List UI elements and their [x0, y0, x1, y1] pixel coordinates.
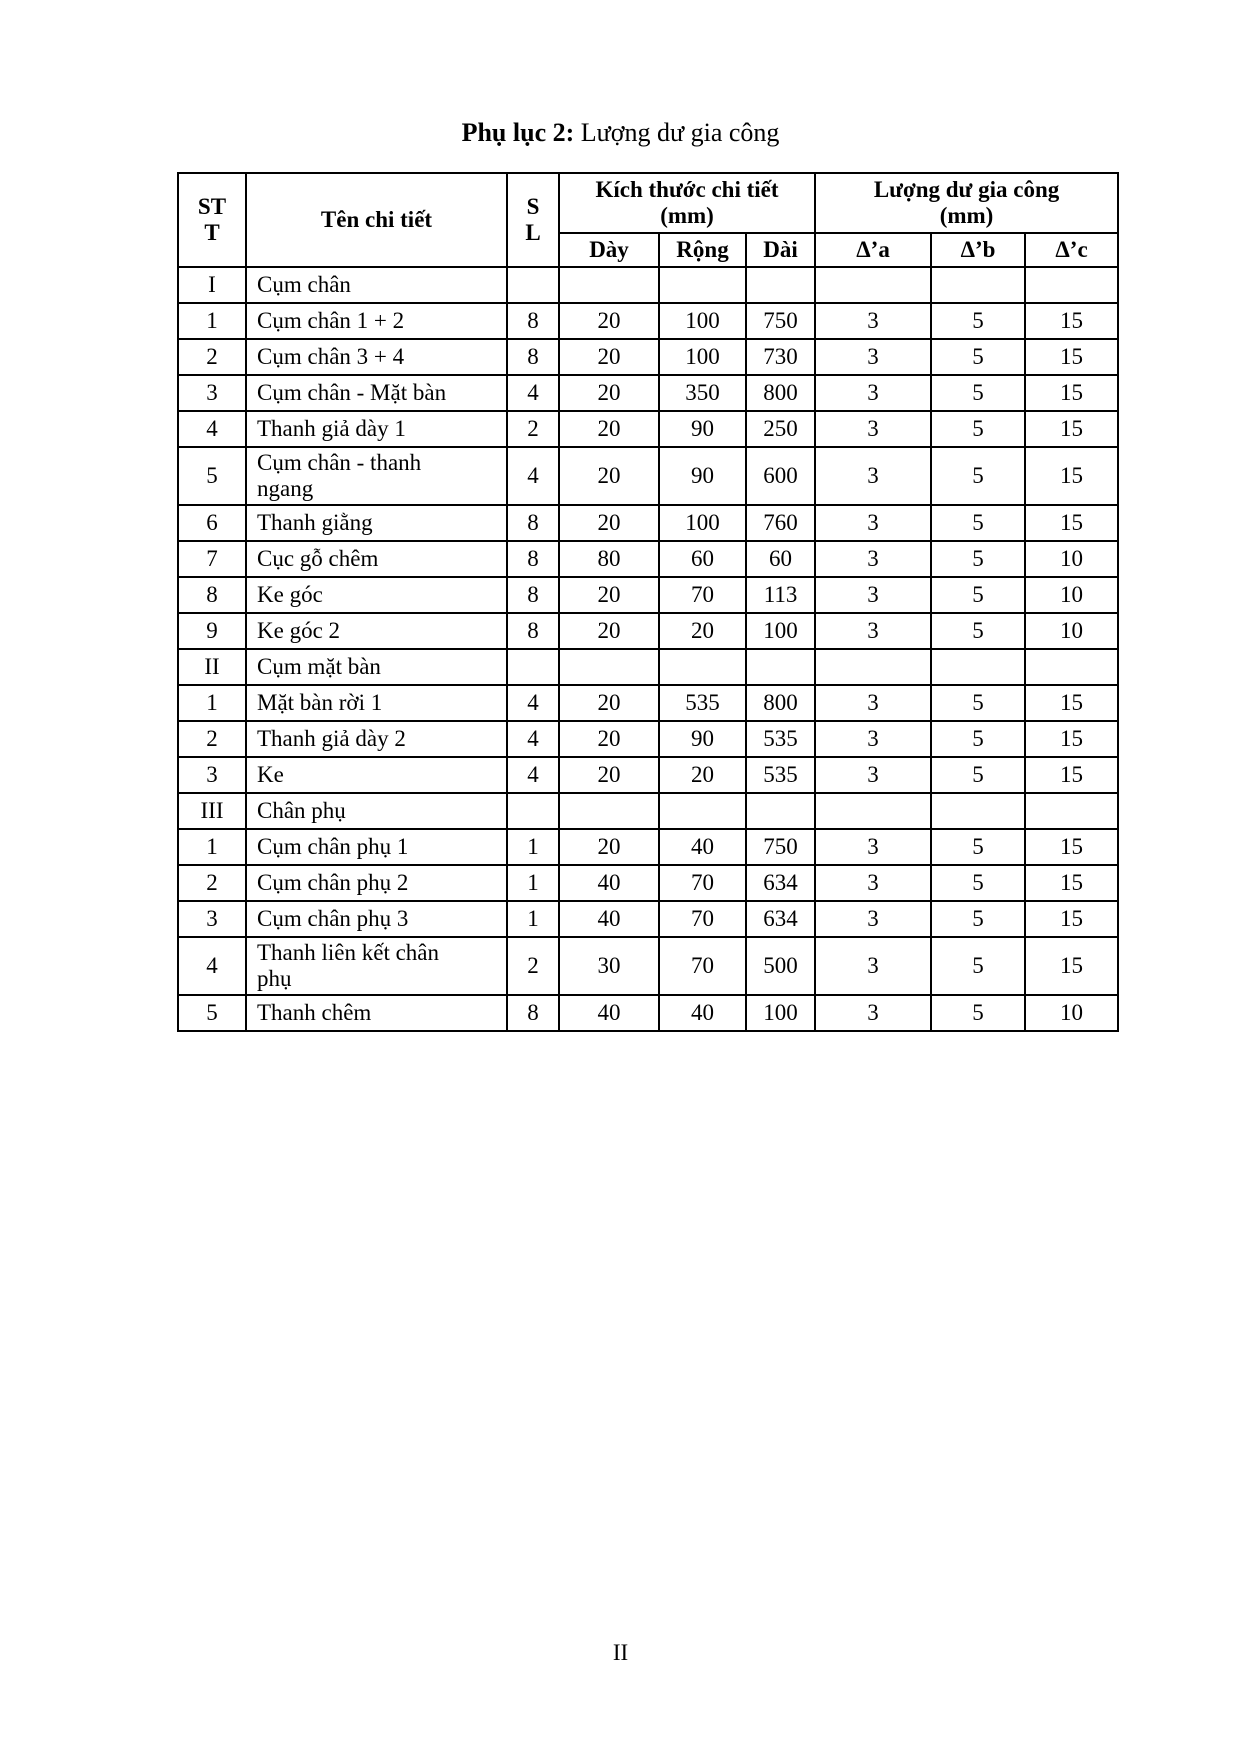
cell-db: 5 [931, 505, 1025, 541]
cell-rong: 60 [659, 541, 746, 577]
cell-sl: 8 [507, 541, 559, 577]
cell-da: 3 [815, 757, 931, 793]
cell-da: 3 [815, 339, 931, 375]
cell-stt: 4 [178, 937, 246, 995]
cell-name: Thanh giả dày 2 [246, 721, 507, 757]
cell-db: 5 [931, 541, 1025, 577]
cell-db: 5 [931, 829, 1025, 865]
header-name: Tên chi tiết [246, 173, 507, 267]
cell-name: Cục gỗ chêm [246, 541, 507, 577]
cell-rong: 40 [659, 829, 746, 865]
cell-day: 40 [559, 901, 659, 937]
cell-name: Thanh liên kết chân phụ [246, 937, 507, 995]
cell-db: 5 [931, 375, 1025, 411]
cell-stt: III [178, 793, 246, 829]
table-row [178, 303, 1118, 339]
cell-sl: 8 [507, 505, 559, 541]
cell-dc [1025, 793, 1118, 829]
cell-day: 30 [559, 937, 659, 995]
cell-rong: 100 [659, 505, 746, 541]
cell-db [931, 267, 1025, 303]
cell-da: 3 [815, 937, 931, 995]
title-text: Lượng dư gia công [574, 118, 780, 147]
table-row [178, 685, 1118, 721]
table-row [178, 267, 1118, 303]
cell-dai [746, 793, 815, 829]
cell-stt: 1 [178, 685, 246, 721]
table-row [178, 829, 1118, 865]
cell-name: Chân phụ [246, 793, 507, 829]
cell-stt: 3 [178, 375, 246, 411]
cell-db: 5 [931, 613, 1025, 649]
cell-sl: 8 [507, 577, 559, 613]
cell-dai: 113 [746, 577, 815, 613]
cell-db [931, 649, 1025, 685]
cell-stt: 5 [178, 995, 246, 1031]
cell-dai: 60 [746, 541, 815, 577]
cell-stt: 1 [178, 303, 246, 339]
cell-da: 3 [815, 721, 931, 757]
cell-rong: 100 [659, 303, 746, 339]
cell-name: Cụm chân 1 + 2 [246, 303, 507, 339]
cell-stt: 2 [178, 865, 246, 901]
cell-name: Cụm chân 3 + 4 [246, 339, 507, 375]
cell-dai: 730 [746, 339, 815, 375]
page-number: II [612, 1640, 629, 1665]
cell-day: 20 [559, 721, 659, 757]
cell-name: Thanh giả dày 1 [246, 411, 507, 447]
table-row [178, 793, 1118, 829]
table-row [178, 721, 1118, 757]
cell-day: 20 [559, 411, 659, 447]
cell-name: Cụm chân [246, 267, 507, 303]
cell-dai: 634 [746, 901, 815, 937]
cell-day: 40 [559, 995, 659, 1031]
cell-day [559, 267, 659, 303]
cell-rong: 70 [659, 577, 746, 613]
cell-dai [746, 267, 815, 303]
cell-sl: 8 [507, 339, 559, 375]
cell-stt: 7 [178, 541, 246, 577]
cell-sl: 8 [507, 613, 559, 649]
cell-stt: I [178, 267, 246, 303]
cell-day: 20 [559, 613, 659, 649]
cell-name: Ke góc 2 [246, 613, 507, 649]
cell-stt: 5 [178, 447, 246, 505]
header-dai: Dài [746, 233, 815, 267]
header-rong: Rộng [659, 233, 746, 267]
cell-name: Ke góc [246, 577, 507, 613]
cell-dai: 100 [746, 613, 815, 649]
cell-stt: 8 [178, 577, 246, 613]
cell-sl [507, 267, 559, 303]
header-stt: ST T [178, 173, 246, 267]
cell-dc: 10 [1025, 541, 1118, 577]
cell-db: 5 [931, 339, 1025, 375]
cell-da: 3 [815, 829, 931, 865]
cell-da: 3 [815, 375, 931, 411]
cell-sl: 4 [507, 685, 559, 721]
cell-da: 3 [815, 685, 931, 721]
cell-da: 3 [815, 865, 931, 901]
cell-dc: 15 [1025, 757, 1118, 793]
cell-day: 20 [559, 447, 659, 505]
cell-sl: 1 [507, 901, 559, 937]
header-delta-b: Δ’b [931, 233, 1025, 267]
table-row [178, 937, 1118, 995]
table-row [178, 505, 1118, 541]
cell-stt: 6 [178, 505, 246, 541]
cell-rong: 70 [659, 865, 746, 901]
cell-stt: 3 [178, 901, 246, 937]
cell-day: 20 [559, 685, 659, 721]
cell-rong: 70 [659, 937, 746, 995]
cell-da: 3 [815, 411, 931, 447]
cell-name: Ke [246, 757, 507, 793]
cell-stt: 9 [178, 613, 246, 649]
table-row [178, 375, 1118, 411]
table-row [178, 541, 1118, 577]
cell-dc [1025, 649, 1118, 685]
header-day: Dày [559, 233, 659, 267]
cell-dc: 15 [1025, 411, 1118, 447]
cell-sl: 2 [507, 411, 559, 447]
cell-dai [746, 649, 815, 685]
cell-stt: 1 [178, 829, 246, 865]
cell-dc: 15 [1025, 685, 1118, 721]
table-row [178, 757, 1118, 793]
header-delta-a: Δ’a [815, 233, 931, 267]
cell-dai: 634 [746, 865, 815, 901]
cell-name: Thanh giằng [246, 505, 507, 541]
cell-da: 3 [815, 505, 931, 541]
cell-dc: 15 [1025, 375, 1118, 411]
cell-sl: 4 [507, 447, 559, 505]
cell-dc: 15 [1025, 865, 1118, 901]
cell-name: Cụm chân phụ 1 [246, 829, 507, 865]
header-dimensions-group: Kích thước chi tiết (mm) [559, 173, 815, 233]
cell-sl [507, 793, 559, 829]
cell-dc: 15 [1025, 721, 1118, 757]
cell-day [559, 649, 659, 685]
cell-day: 20 [559, 829, 659, 865]
cell-rong: 70 [659, 901, 746, 937]
cell-dai: 250 [746, 411, 815, 447]
cell-dai: 750 [746, 303, 815, 339]
cell-dc: 10 [1025, 995, 1118, 1031]
cell-dai: 600 [746, 447, 815, 505]
cell-dai: 760 [746, 505, 815, 541]
cell-sl: 1 [507, 829, 559, 865]
cell-name: Mặt bàn rời 1 [246, 685, 507, 721]
allowance-table [177, 172, 1119, 1032]
cell-stt: 2 [178, 339, 246, 375]
cell-day: 20 [559, 757, 659, 793]
cell-rong: 350 [659, 375, 746, 411]
cell-dai: 800 [746, 685, 815, 721]
cell-dc: 15 [1025, 303, 1118, 339]
table-row [178, 339, 1118, 375]
cell-db: 5 [931, 685, 1025, 721]
cell-name: Cụm chân - Mặt bàn [246, 375, 507, 411]
cell-da [815, 267, 931, 303]
cell-dc: 15 [1025, 447, 1118, 505]
cell-sl [507, 649, 559, 685]
cell-da: 3 [815, 447, 931, 505]
cell-dc: 15 [1025, 901, 1118, 937]
cell-da: 3 [815, 303, 931, 339]
cell-dai: 500 [746, 937, 815, 995]
cell-db: 5 [931, 303, 1025, 339]
table-row [178, 613, 1118, 649]
cell-sl: 4 [507, 721, 559, 757]
cell-dai: 100 [746, 995, 815, 1031]
table-row [178, 995, 1118, 1031]
cell-rong: 40 [659, 995, 746, 1031]
cell-da: 3 [815, 541, 931, 577]
cell-da: 3 [815, 613, 931, 649]
cell-rong [659, 267, 746, 303]
table-row [178, 411, 1118, 447]
cell-db: 5 [931, 865, 1025, 901]
cell-dc: 15 [1025, 937, 1118, 995]
cell-stt: 4 [178, 411, 246, 447]
cell-day: 20 [559, 505, 659, 541]
title-label: Phụ lục 2: [461, 118, 575, 147]
cell-name: Thanh chêm [246, 995, 507, 1031]
cell-dc: 15 [1025, 505, 1118, 541]
table-row [178, 649, 1118, 685]
cell-name: Cụm chân - thanh ngang [246, 447, 507, 505]
table-body [178, 267, 1118, 1031]
cell-rong [659, 793, 746, 829]
cell-dc: 10 [1025, 577, 1118, 613]
cell-db: 5 [931, 901, 1025, 937]
cell-rong: 535 [659, 685, 746, 721]
cell-dai: 535 [746, 721, 815, 757]
cell-name: Cụm mặt bàn [246, 649, 507, 685]
cell-dai: 800 [746, 375, 815, 411]
table-row [178, 901, 1118, 937]
cell-sl: 8 [507, 303, 559, 339]
cell-sl: 1 [507, 865, 559, 901]
cell-rong: 90 [659, 411, 746, 447]
cell-dai: 535 [746, 757, 815, 793]
cell-da [815, 649, 931, 685]
cell-sl: 2 [507, 937, 559, 995]
cell-db: 5 [931, 757, 1025, 793]
cell-stt: 2 [178, 721, 246, 757]
cell-rong: 20 [659, 613, 746, 649]
cell-db: 5 [931, 577, 1025, 613]
cell-stt: II [178, 649, 246, 685]
cell-rong: 90 [659, 447, 746, 505]
cell-sl: 4 [507, 757, 559, 793]
header-sl: S L [507, 173, 559, 267]
header-allowance-group: Lượng dư gia công (mm) [815, 173, 1118, 233]
cell-name: Cụm chân phụ 2 [246, 865, 507, 901]
cell-rong: 20 [659, 757, 746, 793]
cell-dc: 15 [1025, 829, 1118, 865]
cell-day [559, 793, 659, 829]
cell-rong: 90 [659, 721, 746, 757]
cell-rong: 100 [659, 339, 746, 375]
cell-dc: 10 [1025, 613, 1118, 649]
cell-db: 5 [931, 721, 1025, 757]
header-delta-c: Δ’c [1025, 233, 1118, 267]
cell-da: 3 [815, 577, 931, 613]
cell-db: 5 [931, 995, 1025, 1031]
cell-stt: 3 [178, 757, 246, 793]
cell-dc [1025, 267, 1118, 303]
cell-day: 20 [559, 577, 659, 613]
cell-name: Cụm chân phụ 3 [246, 901, 507, 937]
cell-da [815, 793, 931, 829]
table-row [178, 447, 1118, 505]
cell-day: 40 [559, 865, 659, 901]
cell-da: 3 [815, 995, 931, 1031]
cell-day: 20 [559, 303, 659, 339]
cell-db: 5 [931, 411, 1025, 447]
cell-db: 5 [931, 447, 1025, 505]
cell-dc: 15 [1025, 339, 1118, 375]
cell-day: 20 [559, 375, 659, 411]
table-row [178, 865, 1118, 901]
cell-dai: 750 [746, 829, 815, 865]
cell-sl: 4 [507, 375, 559, 411]
page-title [0, 118, 1241, 148]
cell-db: 5 [931, 937, 1025, 995]
cell-da: 3 [815, 901, 931, 937]
cell-day: 80 [559, 541, 659, 577]
cell-sl: 8 [507, 995, 559, 1031]
cell-db [931, 793, 1025, 829]
cell-rong [659, 649, 746, 685]
table-row [178, 577, 1118, 613]
cell-day: 20 [559, 339, 659, 375]
